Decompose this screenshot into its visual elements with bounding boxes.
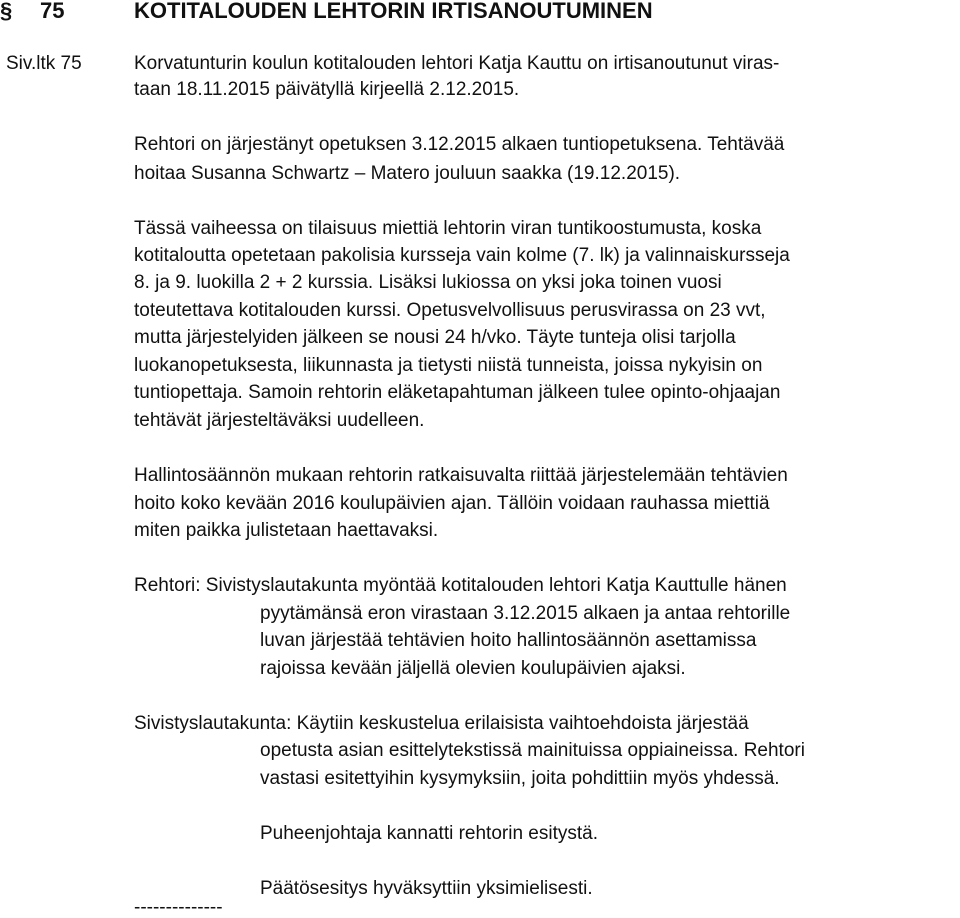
paragraph-line: miten paikka julistetaan haettavaksi.	[134, 520, 439, 541]
margin-reference: Siv.ltk 75	[6, 53, 82, 74]
paragraph-line: Hallintosäännön mukaan rehtorin ratkaisuvalta riittää järjestelemään tehtävien	[134, 465, 788, 486]
chair-statement: Puheenjohtaja kannatti rehtorin esitystä.	[260, 823, 598, 844]
paragraph-line: Tässä vaiheessa on tilaisuus miettiä lehtorin viran tuntikoostumusta, koska	[134, 218, 762, 239]
paragraph-line: mutta järjestelyiden jälkeen se nousi 24 h/vko. Täyte tunteja olisi tarjolla	[134, 327, 736, 348]
section-title: KOTITALOUDEN LEHTORIN IRTISANOUTUMINEN	[134, 0, 653, 23]
paragraph-line: luokanopetuksesta, liikunnasta ja tietysti niistä tunneista, joissa nykyisin on	[134, 355, 763, 376]
proposal-line: rajoissa kevään jäljellä olevien koulupäivien ajaksi.	[260, 658, 686, 679]
paragraph-line: hoitaa Susanna Schwartz – Matero jouluun saakka (19.12.2015).	[134, 163, 681, 184]
paragraph-line: toteutettava kotitalouden kurssi. Opetusvelvollisuus perusvirassa on 23 vvt,	[134, 300, 766, 321]
paragraph-line: Rehtori on järjestänyt opetuksen 3.12.2015 alkaen tuntiopetuksena. Tehtävää	[134, 134, 785, 155]
footer-separator: --------------	[134, 897, 223, 918]
board-line: vastasi esitettyihin kysymyksiin, joita pohdittiin myös yhdessä.	[260, 768, 780, 789]
decision-statement: Päätösesitys hyväksyttiin yksimielisesti.	[260, 878, 593, 899]
paragraph-line: tuntiopettaja. Samoin rehtorin eläketapahtuman jälkeen tulee opinto-ohjaajan	[134, 382, 781, 403]
board-line: opetusta asian esittelytekstissä mainituissa oppiaineissa. Rehtori	[260, 740, 805, 761]
proposal-line: luvan järjestää tehtävien hoito hallintosäännön asettamissa	[260, 630, 757, 651]
section-number: 75	[40, 0, 65, 23]
paragraph-line: 8. ja 9. luokilla 2 + 2 kurssia. Lisäksi lukiossa on yksi joka toinen vuosi	[134, 272, 722, 293]
proposal-line: Rehtori: Sivistyslautakunta myöntää kotitalouden lehtori Katja Kauttulle hänen	[134, 575, 787, 596]
paragraph-line: hoito koko kevään 2016 koulupäivien ajan. Tällöin voidaan rauhassa miettiä	[134, 493, 770, 514]
paragraph-line: Korvatunturin koulun kotitalouden lehtori Katja Kauttu on irtisanoutunut viras-	[134, 53, 780, 74]
paragraph-line: tehtävät järjesteltäväksi uudelleen.	[134, 410, 425, 431]
paragraph-line: kotitaloutta opetetaan pakolisia kursseja vain kolme (7. lk) ja valinnaiskursseja	[134, 245, 790, 266]
proposal-line: pyytämänsä eron virastaan 3.12.2015 alkaen ja antaa rehtorille	[260, 603, 791, 624]
paragraph-line: taan 18.11.2015 päivätyllä kirjeellä 2.12.2015.	[134, 79, 520, 100]
board-line: Sivistyslautakunta: Käytiin keskustelua erilaisista vaihtoehdoista järjestää	[134, 713, 749, 734]
section-symbol: §	[0, 0, 13, 23]
